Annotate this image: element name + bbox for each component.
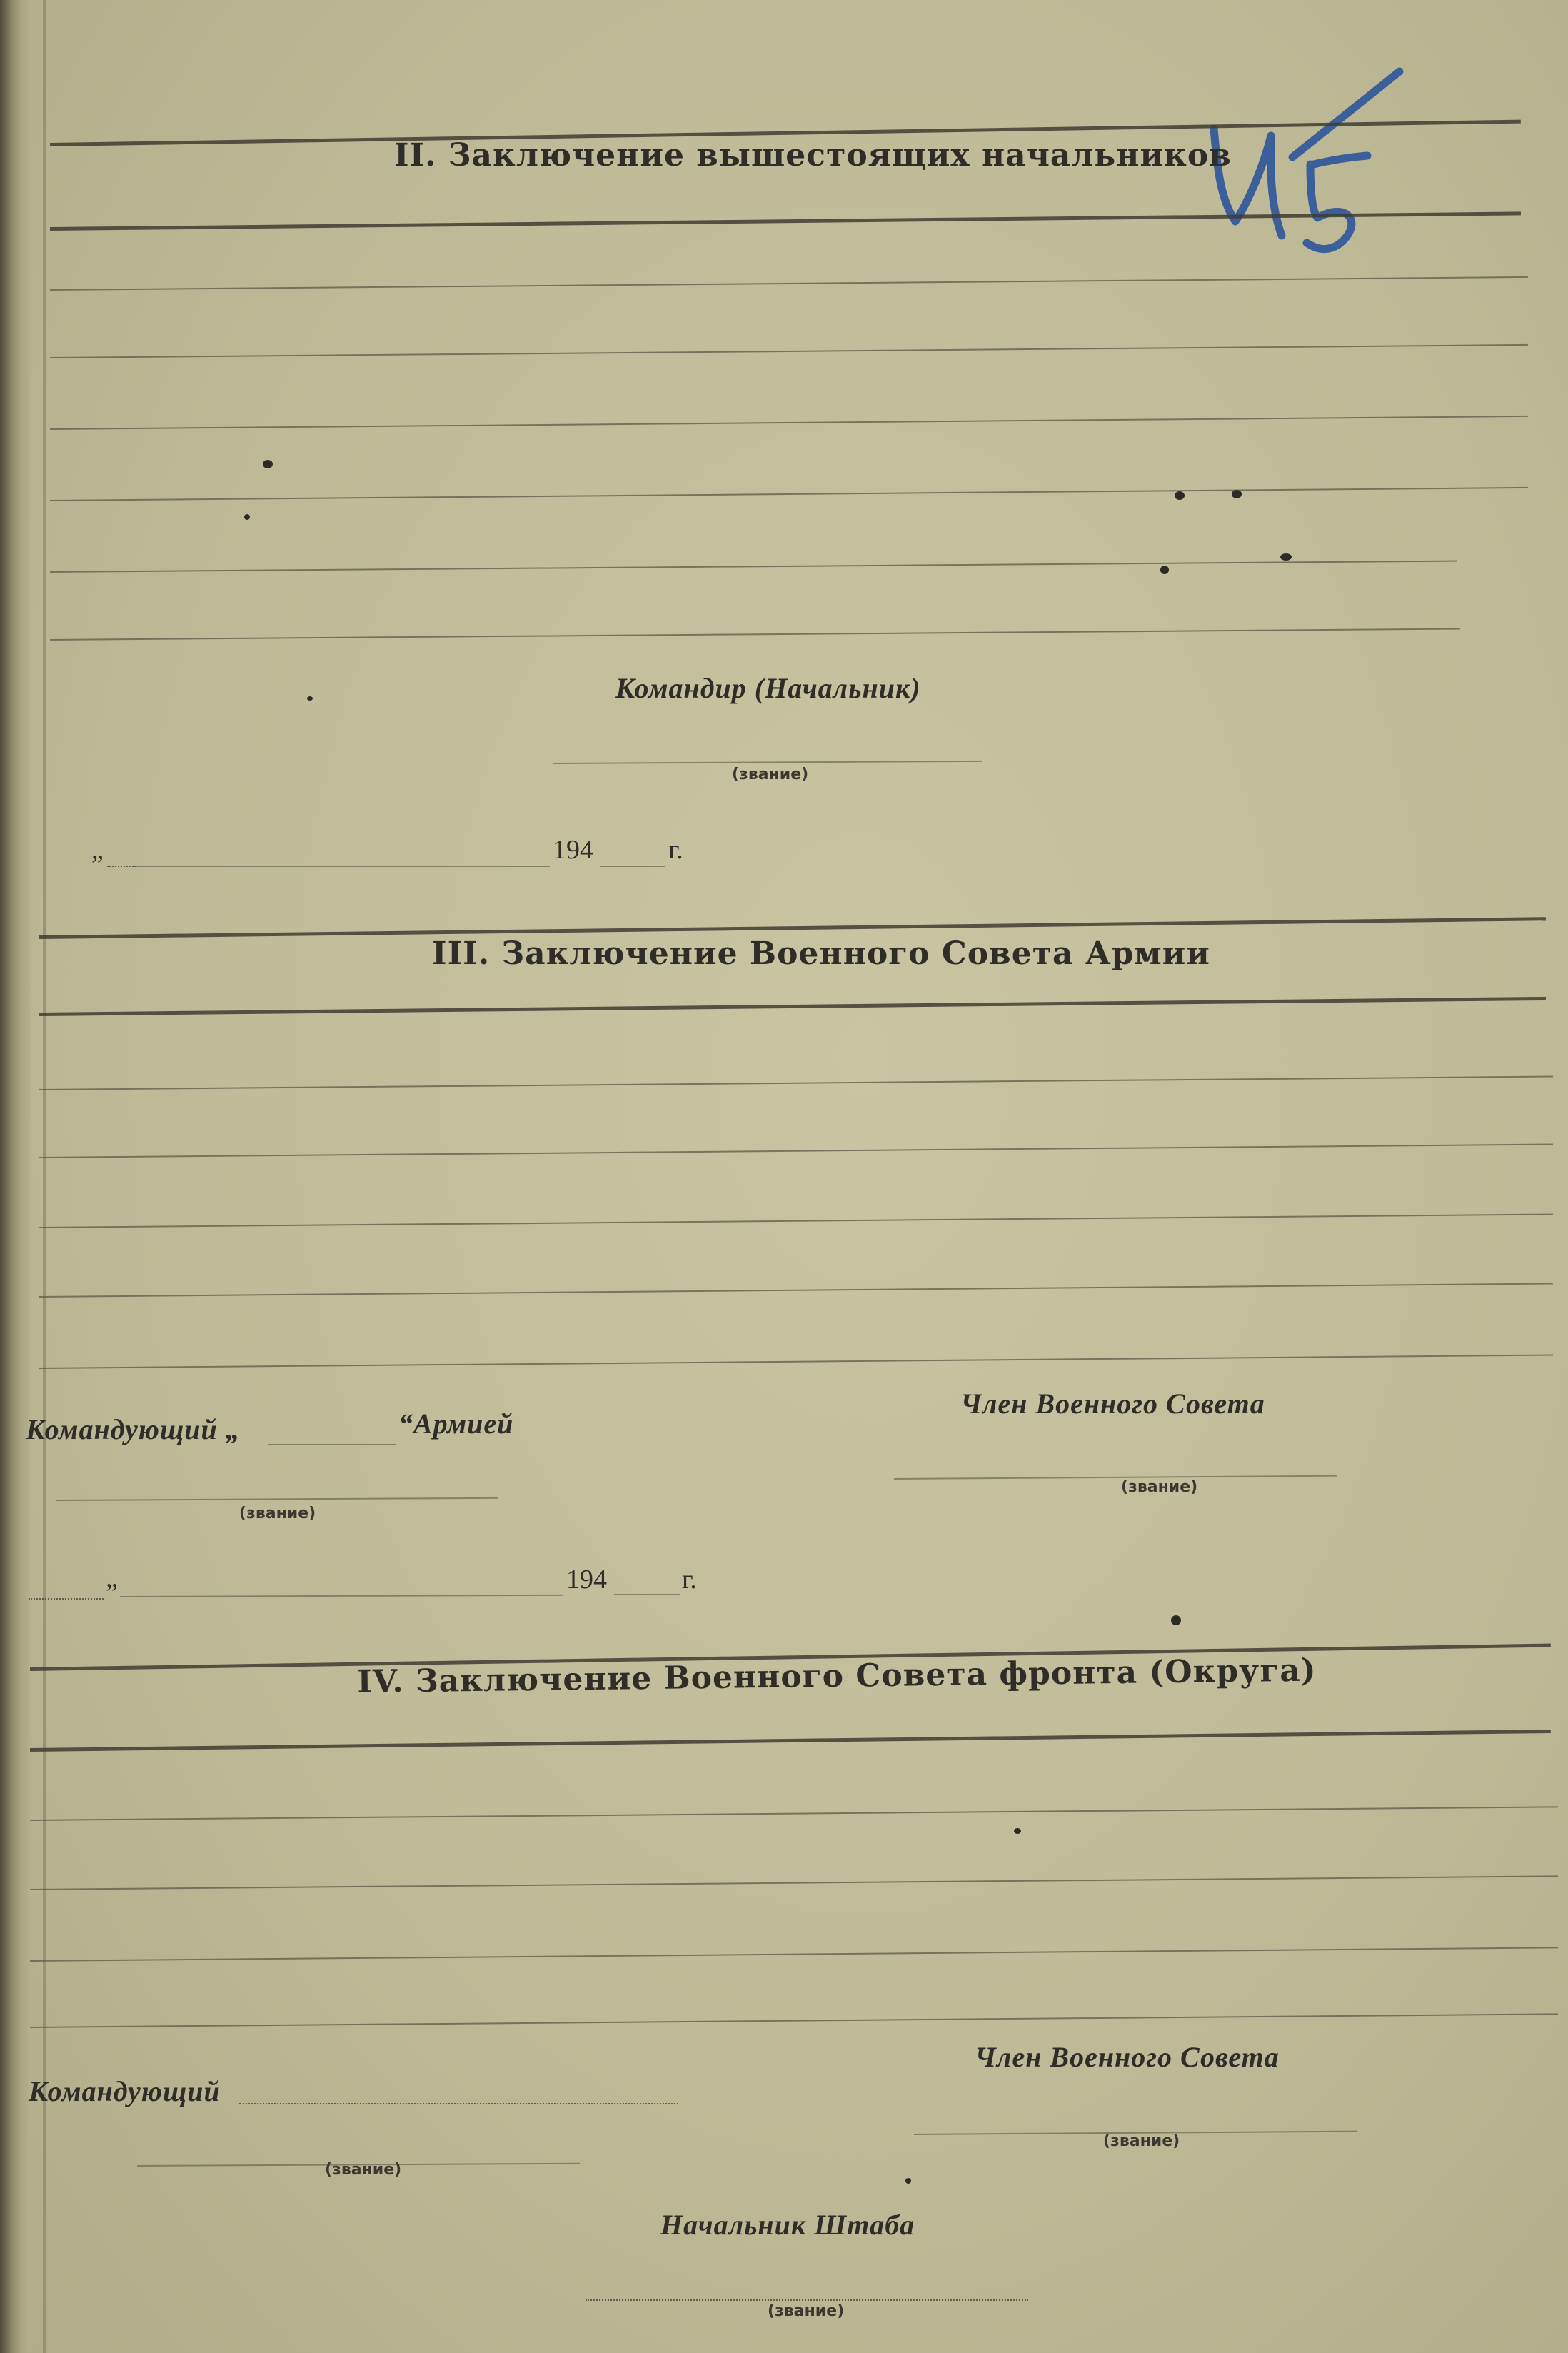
section3-rank-line-right xyxy=(894,1475,1337,1480)
section3-commanding-label: Командующий „ xyxy=(26,1413,241,1445)
paper-speck xyxy=(263,460,273,468)
section2-line-3 xyxy=(50,416,1528,430)
paper-speck xyxy=(1280,553,1292,561)
paper-speck xyxy=(1175,491,1185,500)
section3-heading: III. Заключение Военного Совета Армии xyxy=(432,935,1210,972)
paper-speck xyxy=(905,2178,911,2184)
section3-line-2 xyxy=(39,1143,1553,1158)
section3-line-5 xyxy=(39,1354,1553,1369)
section2-rank-caption: (звание) xyxy=(732,766,809,783)
section4-line-3 xyxy=(30,1947,1558,1962)
section2-line-2 xyxy=(50,344,1528,358)
section3-line-4 xyxy=(39,1283,1553,1298)
section2-line-6 xyxy=(50,628,1460,641)
paper-speck xyxy=(1171,1615,1181,1625)
section4-commanding-blank xyxy=(239,2103,678,2104)
section2-date-year: 194 xyxy=(553,835,593,865)
section4-rank-caption-right: (звание) xyxy=(1103,2132,1180,2150)
section4-line-2 xyxy=(30,1875,1558,1890)
section4-rank-line-bottom xyxy=(586,2299,1028,2301)
section3-date-year: 194 xyxy=(566,1565,607,1595)
section3-date-month-line xyxy=(120,1595,563,1597)
section2-line-1 xyxy=(50,276,1528,291)
section2-date-day-line xyxy=(107,866,136,867)
paper-speck xyxy=(244,514,250,520)
section2-commander-label: Командир (Начальник) xyxy=(615,672,921,704)
section4-commanding-label: Командующий xyxy=(29,2075,221,2107)
section2-date-month-line xyxy=(136,866,550,867)
section2-date-quote: „ xyxy=(91,835,104,865)
paper-speck xyxy=(1160,566,1169,574)
section2-heading: II. Заключение вышестоящих начальников xyxy=(394,137,1232,174)
section2-rank-line xyxy=(553,761,982,764)
section3-rank-line-left xyxy=(56,1497,498,1501)
section2-line-5 xyxy=(50,561,1457,573)
section2-date-year-line xyxy=(600,866,665,867)
page-edge xyxy=(43,0,46,2353)
section3-line-3 xyxy=(39,1213,1553,1228)
section3-date-day-line xyxy=(29,1598,104,1600)
section3-heading-bottom-rule xyxy=(39,997,1546,1016)
section4-chief-of-staff-label: Начальник Штаба xyxy=(660,2209,915,2241)
section4-line-1 xyxy=(30,1806,1558,1821)
section4-member-label: Член Военного Совета xyxy=(975,2041,1280,2073)
section3-rank-caption-left: (звание) xyxy=(239,1505,316,1522)
binding-spine xyxy=(0,0,30,2353)
section3-army-label: “Армией xyxy=(398,1408,514,1440)
section4-heading: IV. Заключение Военного Совета фронта (Округа) xyxy=(357,1652,1317,1700)
section2-date-suffix: г. xyxy=(668,835,683,865)
paper-speck xyxy=(1014,1828,1021,1834)
section3-rank-caption-right: (звание) xyxy=(1121,1478,1198,1496)
paper-speck xyxy=(307,696,313,701)
section3-date-quote: „ xyxy=(106,1563,118,1593)
section4-line-4 xyxy=(30,2013,1558,2028)
section3-member-label: Член Военного Совета xyxy=(960,1388,1265,1420)
section3-date-year-line xyxy=(614,1594,680,1595)
section4-rank-caption-left: (звание) xyxy=(325,2161,402,2179)
section3-line-1 xyxy=(39,1075,1553,1090)
section4-heading-bottom-rule xyxy=(30,1730,1551,1752)
section3-date-suffix: г. xyxy=(682,1565,697,1595)
section4-rank-caption-bottom: (звание) xyxy=(768,2302,845,2320)
paper-speck xyxy=(1232,490,1242,498)
section3-army-blank xyxy=(268,1444,396,1445)
section2-line-4 xyxy=(50,487,1528,501)
